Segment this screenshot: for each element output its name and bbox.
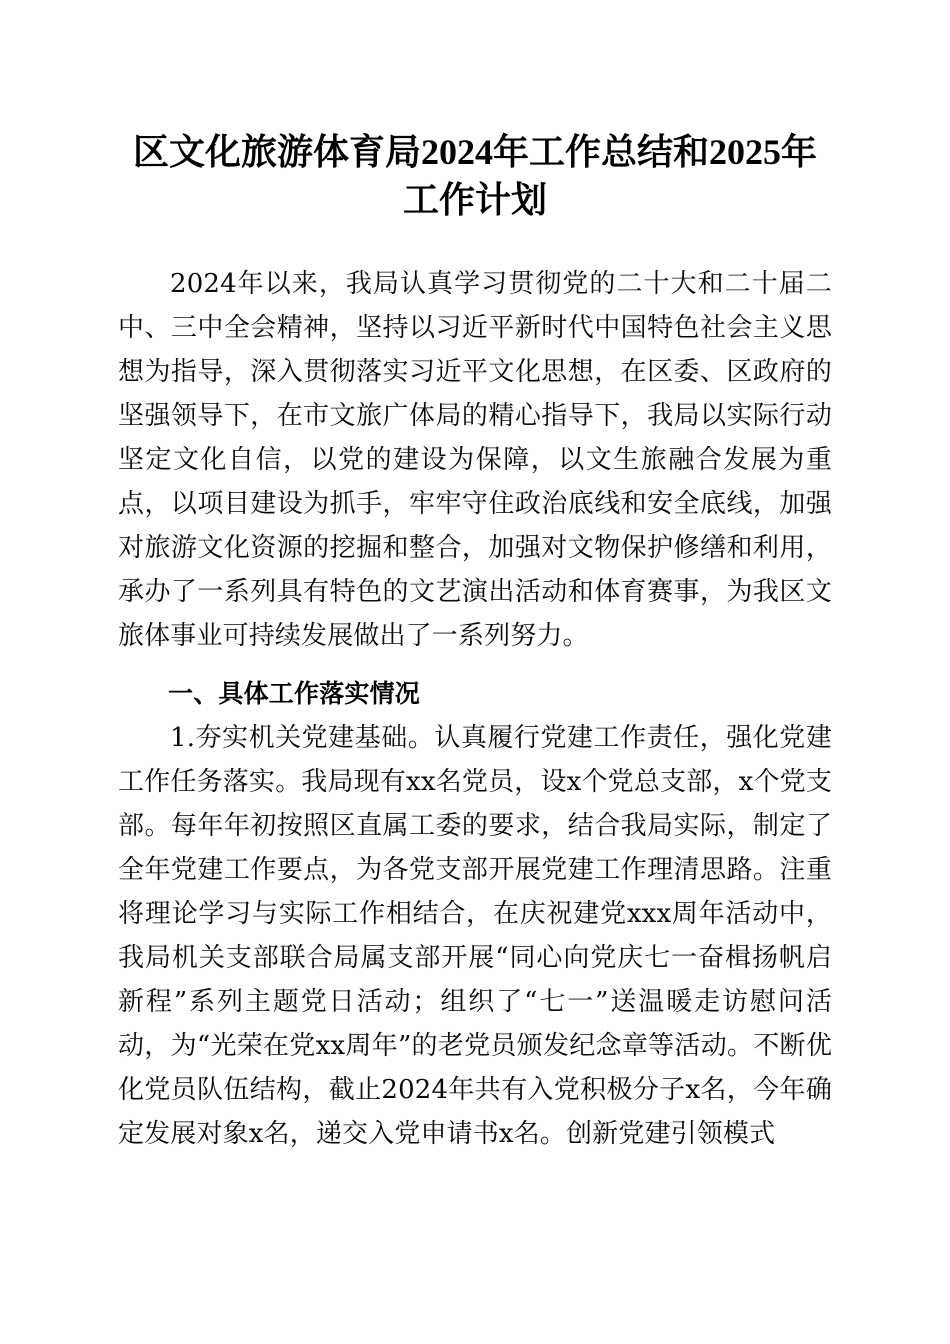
paragraph-item-1: 1.夯实机关党建基础。认真履行党建工作责任，强化党建工作任务落实。我局现有xx名党员，设x个党总支部，x个党支部。每年年初按照区直属工委的要求，结合我局实际，制定了全年党建工作要点，为各党支部开展党建工作理清思路。注重将理论学习与实际工作相结合，在庆祝建党xxx周年活动中，我局机关支部联合局属支部开展“同心向党庆七一奋楫扬帆启新程”系列主题党日活动；组织了“七一”送温暖走访慰问活动，为“光荣在党xx周年”的老党员颁发纪念章等活动。不断优化党员队伍结构，截止2024年共有入党积极分子x名，今年确定发展对象x名，递交入党申请书x名。创新党建引领模式	[118, 723, 832, 1149]
section-heading-1: 一、具体工作落实情况	[168, 680, 421, 708]
paragraph-intro: 2024年以来，我局认真学习贯彻党的二十大和二十届二中、三中全会精神，坚持以习近平新时代中国特色社会主义思想为指导，深入贯彻落实习近平文化思想，在区委、区政府的坚强领导下，在市文旅广体局的精心指导下，我局以实际行动坚定文化自信，以党的建设为保障，以文生旅融合发展为重点，以项目建设为抓手，牢牢守住政治底线和安全底线，加强对旅游文化资源的挖掘和整合，加强对文物保护修缮和利用，承办了一系列具有特色的文艺演出活动和体育赛事，为我区文旅体事业可持续发展做出了一系列努力。	[118, 269, 832, 651]
page-body	[118, 0, 832, 1156]
page-title: 区文化旅游体育局2024年工作总结和2025年工作计划	[132, 132, 817, 220]
